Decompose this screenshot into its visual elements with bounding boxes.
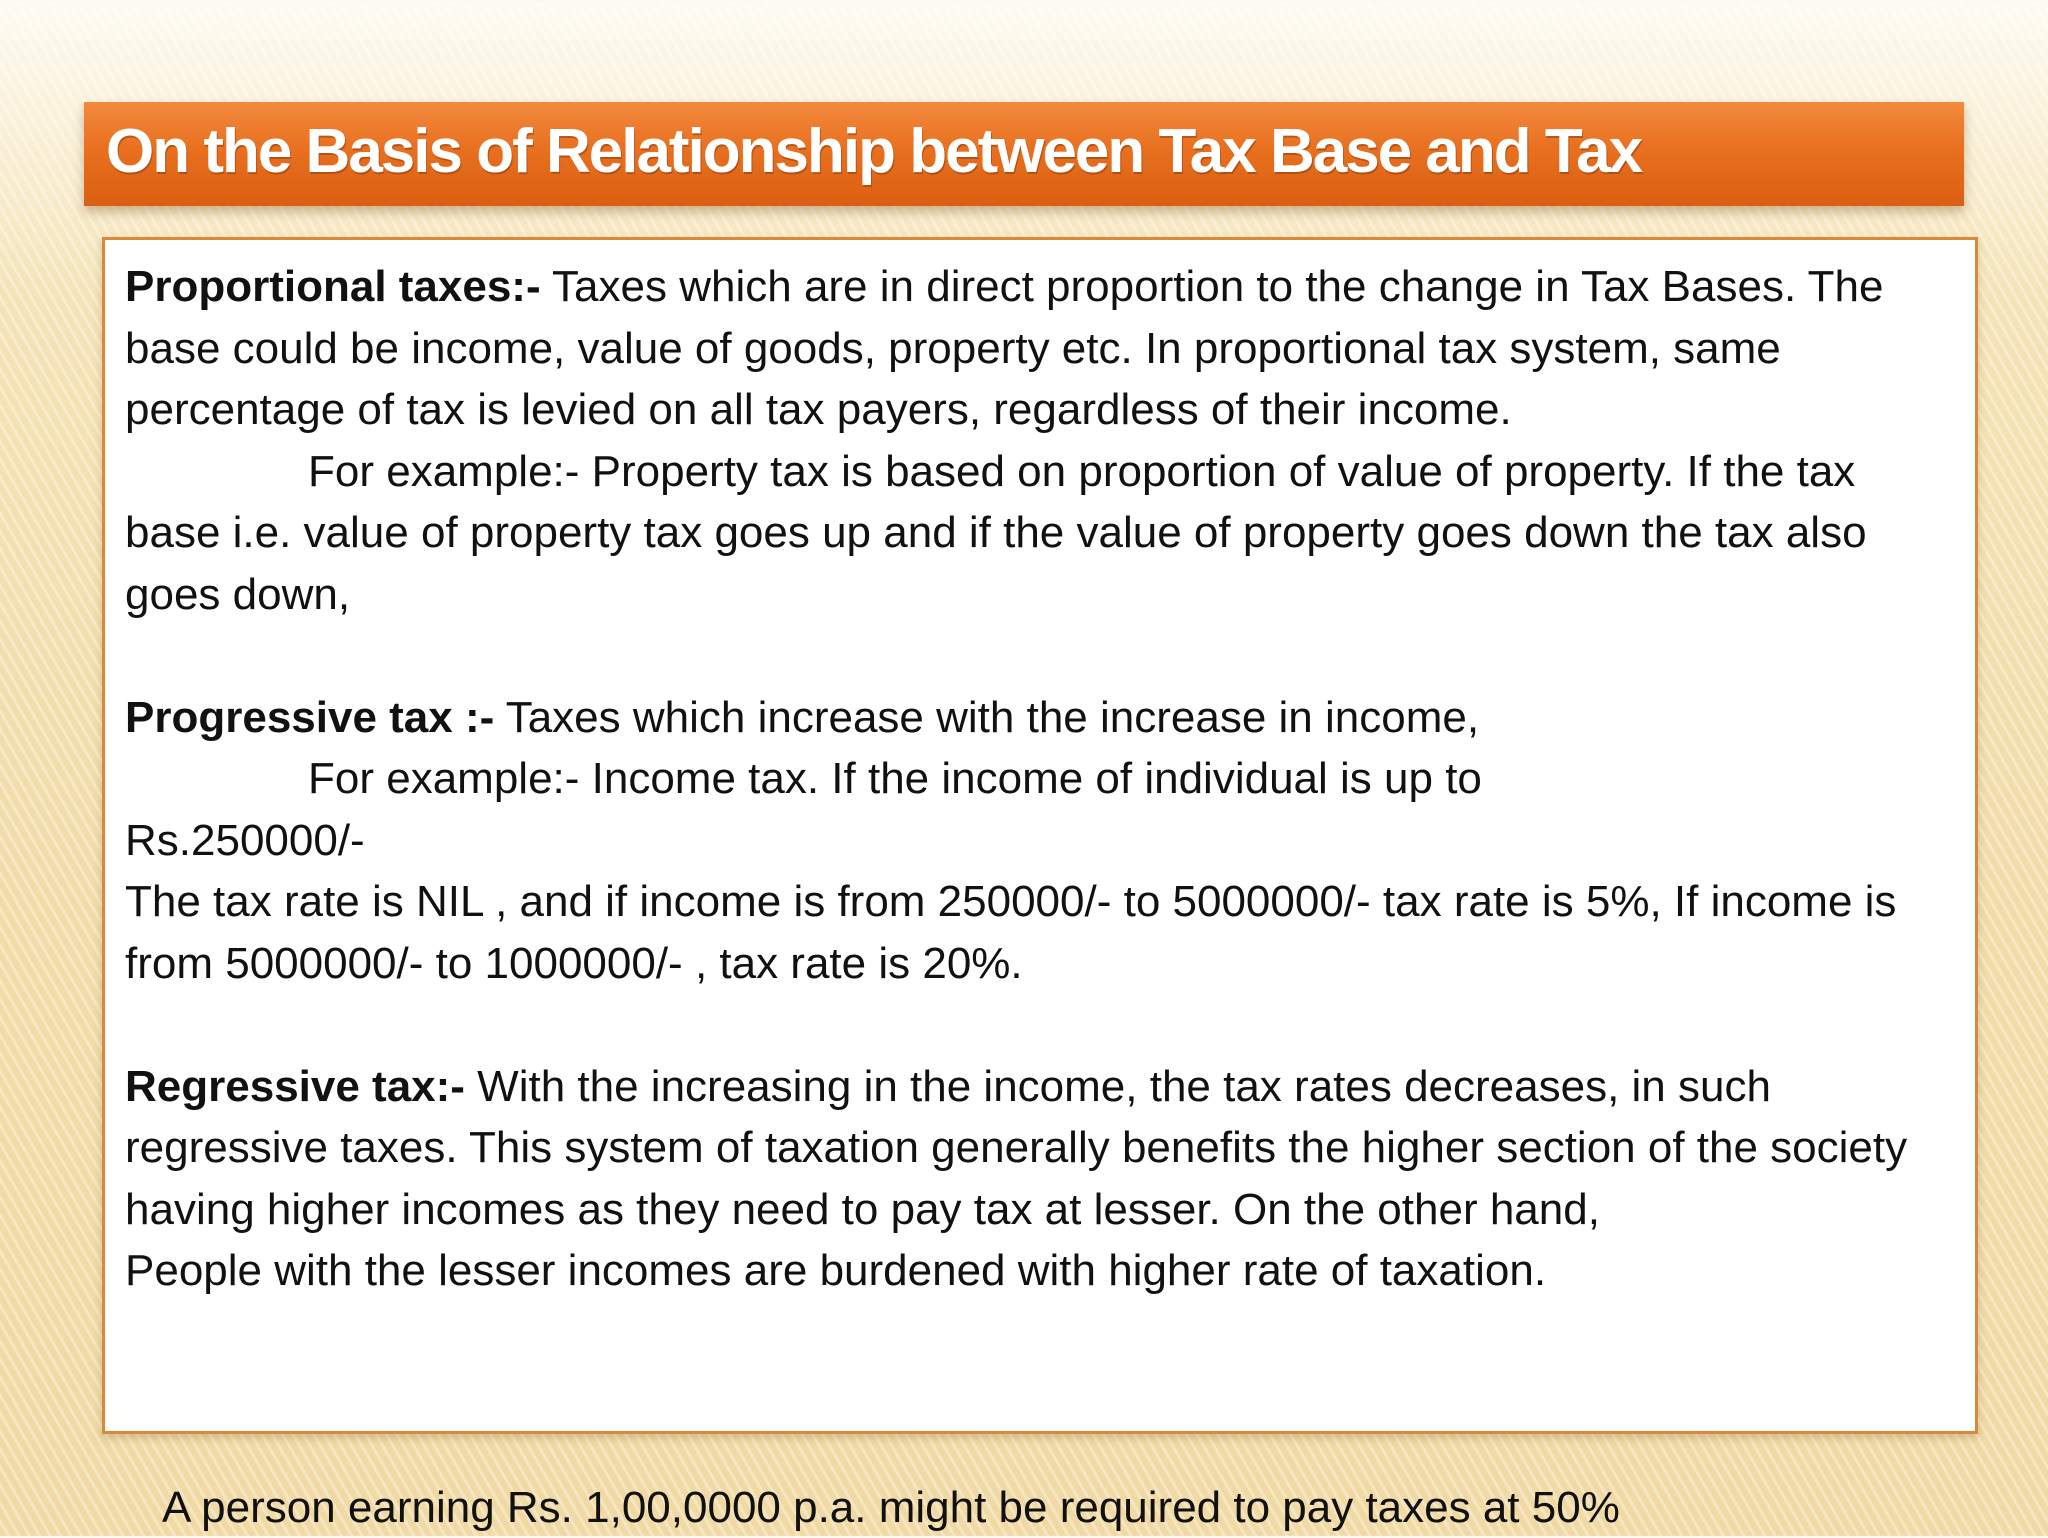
proportional-example-paragraph xyxy=(125,441,1953,626)
footer-text: A person earning Rs. 1,00,0000 p.a. might be required to pay taxes at 50% xyxy=(162,1483,1620,1532)
regressive-text: With the increasing in the income, the tax rates decreases, in such regressive taxes. This system of taxation generally benefits the higher section of the society having higher incomes as they need to pay tax at lesser. On the other hand, xyxy=(125,1061,1908,1234)
proportional-example: For example:- Property tax is based on proportion of value of property. If the tax base i.e. value of property tax goes up and if the value of property goes down the tax also goes down, xyxy=(125,446,1867,619)
proportional-text: Taxes which are in direct proportion to the change in Tax Bases. The base could be income, value of goods, property etc. In proportional tax system, same percentage of tax is levied on all tax payers, regardless of their income. xyxy=(125,262,1884,434)
regressive-heading: Regressive tax:- xyxy=(125,1061,465,1111)
progressive-paragraph xyxy=(125,687,1953,749)
progressive-detail: The tax rate is NIL , and if income is from 250000/- to 5000000/- tax rate is 5%, If income is from 5000000/- to 1000000/- , tax rate is 20%. xyxy=(125,877,1897,988)
progressive-text: Taxes which increase with the increase in income, xyxy=(494,692,1480,742)
proportional-heading: Proportional taxes:- xyxy=(125,262,541,311)
progressive-example-paragraph xyxy=(125,748,1953,871)
regressive-paragraph xyxy=(125,1056,1953,1241)
progressive-example: For example:- Income tax. If the income of individual is up to Rs.250000/- xyxy=(125,754,1482,865)
content-box xyxy=(102,237,1978,1434)
progressive-heading: Progressive tax :- xyxy=(125,692,495,742)
slide-title-bar xyxy=(84,102,1964,206)
proportional-paragraph xyxy=(125,256,1953,441)
regressive-detail: People with the lesser incomes are burdened with higher rate of taxation. xyxy=(125,1246,1547,1295)
slide-title: On the Basis of Relationship between Tax Base and Tax xyxy=(106,117,1642,186)
